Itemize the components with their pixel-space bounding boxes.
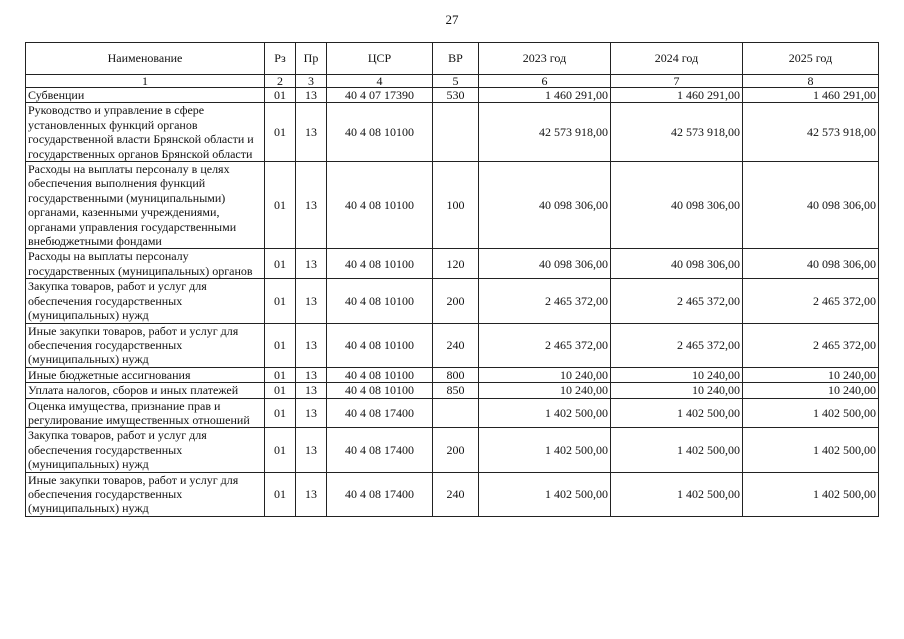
row-2023: 1 402 500,00 [479,398,611,428]
row-rz: 01 [265,249,296,279]
table-row [26,398,879,428]
column-number: 3 [296,75,327,88]
row-rz: 01 [265,88,296,103]
row-2024: 40 098 306,00 [611,249,743,279]
row-name: Субвенции [26,88,265,103]
row-2023: 2 465 372,00 [479,323,611,367]
row-2023: 1 402 500,00 [479,472,611,516]
page-number: 27 [445,12,459,27]
row-name: Расходы на выплаты персоналу государственных (муниципальных) органов [26,249,265,279]
row-rz: 01 [265,472,296,516]
row-csr: 40 4 07 17390 [327,88,433,103]
column-number: 4 [327,75,433,88]
row-pr: 13 [296,88,327,103]
row-name: Расходы на выплаты персоналу в целях обеспечения выполнения функций государственными (муниципальными) органами, казенными учреждениями, органами управления государственными внебюджетными фондами [26,162,265,249]
row-2025: 10 240,00 [743,383,879,398]
header-name: Наименование [26,43,265,75]
row-vr [433,103,479,162]
table-row [26,103,879,162]
row-pr: 13 [296,367,327,382]
row-rz: 01 [265,367,296,382]
row-name: Иные закупки товаров, работ и услуг для обеспечения государственных (муниципальных) нужд [26,323,265,367]
row-csr: 40 4 08 17400 [327,472,433,516]
row-2024: 10 240,00 [611,367,743,382]
table-row [26,367,879,382]
column-number: 8 [743,75,879,88]
table-row [26,383,879,398]
row-2023: 10 240,00 [479,367,611,382]
row-rz: 01 [265,103,296,162]
table-row [26,249,879,279]
row-name: Уплата налогов, сборов и иных платежей [26,383,265,398]
row-2025: 40 098 306,00 [743,249,879,279]
row-csr: 40 4 08 10100 [327,279,433,323]
budget-table [25,42,879,517]
row-rz: 01 [265,323,296,367]
row-2025: 1 402 500,00 [743,398,879,428]
header-row [26,43,879,75]
row-2024: 10 240,00 [611,383,743,398]
row-pr: 13 [296,103,327,162]
row-2025: 10 240,00 [743,367,879,382]
column-number: 6 [479,75,611,88]
row-vr: 850 [433,383,479,398]
row-csr: 40 4 08 10100 [327,383,433,398]
table-row [26,88,879,103]
row-vr: 200 [433,279,479,323]
row-2023: 40 098 306,00 [479,249,611,279]
row-2024: 1 402 500,00 [611,398,743,428]
row-csr: 40 4 08 10100 [327,367,433,382]
row-vr [433,398,479,428]
row-2025: 1 402 500,00 [743,472,879,516]
column-number: 2 [265,75,296,88]
header-pr: Пр [296,43,327,75]
row-vr: 240 [433,472,479,516]
row-2023: 40 098 306,00 [479,162,611,249]
header-2023: 2023 год [479,43,611,75]
row-name: Иные бюджетные ассигнования [26,367,265,382]
row-2024: 2 465 372,00 [611,323,743,367]
row-2024: 40 098 306,00 [611,162,743,249]
row-csr: 40 4 08 10100 [327,323,433,367]
row-name: Оценка имущества, признание прав и регулирование имущественных отношений [26,398,265,428]
row-csr: 40 4 08 10100 [327,103,433,162]
row-pr: 13 [296,398,327,428]
table-row [26,323,879,367]
row-2023: 1 460 291,00 [479,88,611,103]
row-name: Руководство и управление в сфере установленных функций органов государственной власти Брянской области и государственных органов Брянской области [26,103,265,162]
row-2025: 1 460 291,00 [743,88,879,103]
row-vr: 800 [433,367,479,382]
row-vr: 120 [433,249,479,279]
row-2024: 1 460 291,00 [611,88,743,103]
header-csr: ЦСР [327,43,433,75]
row-2023: 42 573 918,00 [479,103,611,162]
header-rz: Рз [265,43,296,75]
row-pr: 13 [296,162,327,249]
row-2023: 1 402 500,00 [479,428,611,472]
row-pr: 13 [296,383,327,398]
row-2025: 42 573 918,00 [743,103,879,162]
table-row [26,428,879,472]
row-csr: 40 4 08 10100 [327,249,433,279]
row-vr: 200 [433,428,479,472]
row-rz: 01 [265,398,296,428]
row-2025: 40 098 306,00 [743,162,879,249]
column-number: 7 [611,75,743,88]
header-2025: 2025 год [743,43,879,75]
row-csr: 40 4 08 17400 [327,428,433,472]
column-number-row [26,75,879,88]
row-name: Закупка товаров, работ и услуг для обеспечения государственных (муниципальных) нужд [26,279,265,323]
row-vr: 100 [433,162,479,249]
row-vr: 530 [433,88,479,103]
table-row [26,472,879,516]
row-2024: 1 402 500,00 [611,472,743,516]
header-2024: 2024 год [611,43,743,75]
table-row [26,279,879,323]
row-2024: 1 402 500,00 [611,428,743,472]
row-2025: 2 465 372,00 [743,323,879,367]
row-name: Иные закупки товаров, работ и услуг для обеспечения государственных (муниципальных) нужд [26,472,265,516]
column-number: 1 [26,75,265,88]
row-name: Закупка товаров, работ и услуг для обеспечения государственных (муниципальных) нужд [26,428,265,472]
row-rz: 01 [265,428,296,472]
row-2023: 2 465 372,00 [479,279,611,323]
row-pr: 13 [296,249,327,279]
table-row [26,162,879,249]
row-pr: 13 [296,323,327,367]
row-rz: 01 [265,383,296,398]
row-rz: 01 [265,279,296,323]
row-csr: 40 4 08 10100 [327,162,433,249]
row-2025: 1 402 500,00 [743,428,879,472]
row-pr: 13 [296,428,327,472]
row-2025: 2 465 372,00 [743,279,879,323]
row-2023: 10 240,00 [479,383,611,398]
header-vr: ВР [433,43,479,75]
row-vr: 240 [433,323,479,367]
row-pr: 13 [296,472,327,516]
row-2024: 2 465 372,00 [611,279,743,323]
row-rz: 01 [265,162,296,249]
column-number: 5 [433,75,479,88]
row-pr: 13 [296,279,327,323]
row-2024: 42 573 918,00 [611,103,743,162]
row-csr: 40 4 08 17400 [327,398,433,428]
